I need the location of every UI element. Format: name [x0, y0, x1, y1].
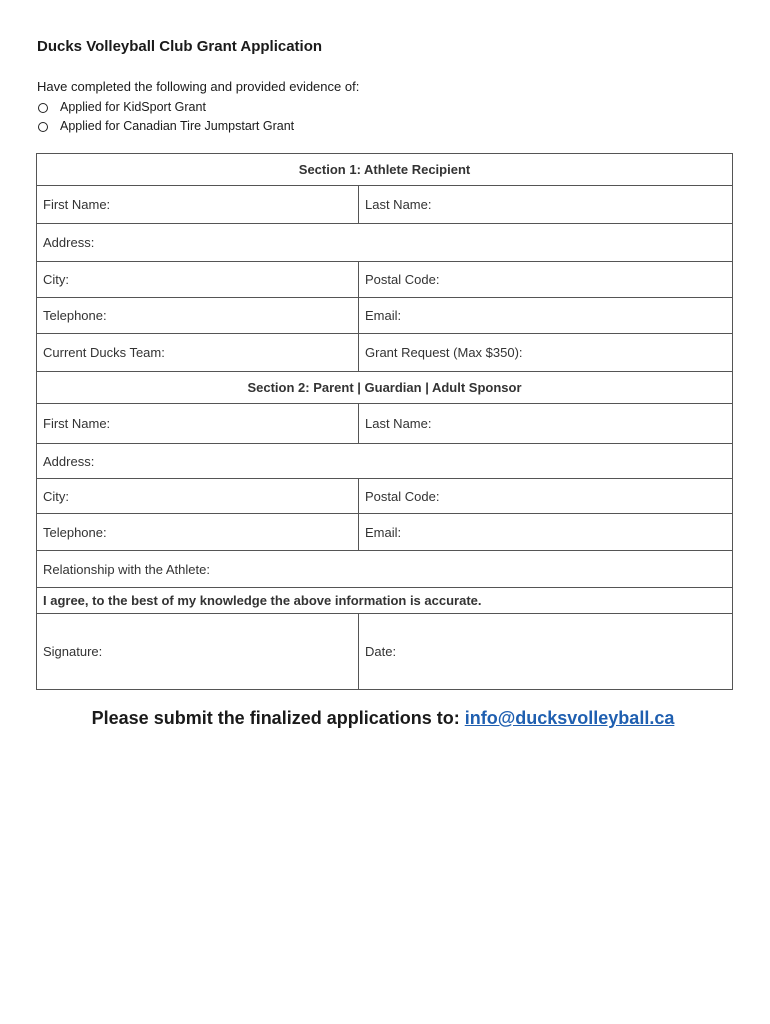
athlete-telephone-field[interactable]: Telephone: — [37, 298, 359, 334]
athlete-address-field[interactable]: Address: — [37, 224, 733, 262]
agreement-statement: I agree, to the best of my knowledge the above information is accurate. — [37, 588, 733, 614]
section1-heading: Section 1: Athlete Recipient — [37, 154, 733, 186]
checklist-item — [37, 98, 294, 117]
athlete-first-name-field[interactable]: First Name: — [37, 186, 359, 224]
sponsor-telephone-field[interactable]: Telephone: — [37, 514, 359, 551]
intro-text: Have completed the following and provided evidence of: — [37, 79, 360, 94]
submit-text: Please submit the finalized applications to: — [91, 708, 465, 728]
relationship-field[interactable]: Relationship with the Athlete: — [37, 551, 733, 588]
evidence-checklist — [37, 98, 294, 136]
athlete-postal-code-field[interactable]: Postal Code: — [359, 262, 733, 298]
grant-request-field[interactable]: Grant Request (Max $350): — [359, 334, 733, 372]
checklist-item-label: Applied for KidSport Grant — [60, 100, 206, 114]
submit-instructions — [0, 708, 766, 729]
athlete-email-field[interactable]: Email: — [359, 298, 733, 334]
athlete-team-field[interactable]: Current Ducks Team: — [37, 334, 359, 372]
sponsor-address-field[interactable]: Address: — [37, 444, 733, 479]
application-form-table — [36, 153, 733, 690]
checklist-item — [37, 117, 294, 136]
circle-bullet-icon — [38, 122, 48, 132]
sponsor-first-name-field[interactable]: First Name: — [37, 404, 359, 444]
athlete-city-field[interactable]: City: — [37, 262, 359, 298]
sponsor-email-field[interactable]: Email: — [359, 514, 733, 551]
checklist-item-label: Applied for Canadian Tire Jumpstart Grant — [60, 119, 295, 133]
sponsor-city-field[interactable]: City: — [37, 479, 359, 514]
circle-bullet-icon — [38, 103, 48, 113]
page-title: Ducks Volleyball Club Grant Application — [37, 38, 323, 55]
signature-field[interactable]: Signature: — [37, 614, 359, 690]
sponsor-last-name-field[interactable]: Last Name: — [359, 404, 733, 444]
section2-heading: Section 2: Parent | Guardian | Adult Sponsor — [37, 372, 733, 404]
athlete-last-name-field[interactable]: Last Name: — [359, 186, 733, 224]
date-field[interactable]: Date: — [359, 614, 733, 690]
sponsor-postal-code-field[interactable]: Postal Code: — [359, 479, 733, 514]
submit-email-link[interactable]: info@ducksvolleyball.ca — [464, 708, 675, 728]
